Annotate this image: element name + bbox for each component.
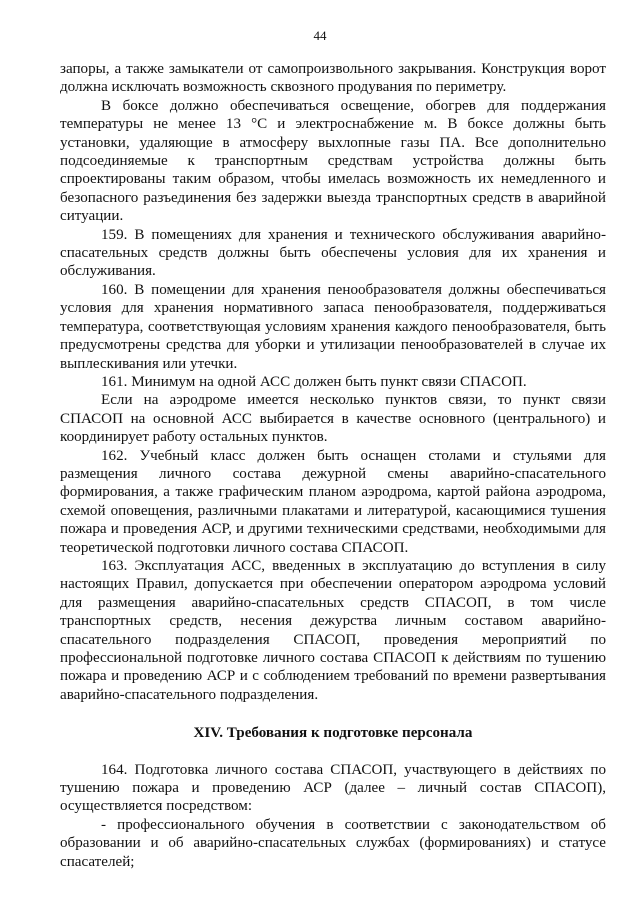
- paragraph-160: 160. В помещении для хранения пенообразователя должны обеспечиваться условия для хранения нормативного запаса пенообразователя, поддерживаться температура, соответствующая условиям хранения каждого пенообразователя, быть предусмотрены средства для уборки и утилизации пенообразователей в случае их выплескивания или утечки.: [60, 281, 606, 372]
- paragraph-164: 164. Подготовка личного состава СПАСОП, участвующего в действиях по тушению пожара и проведению АСР (далее – личный состав СПАСОП), осуществляется посредством:: [60, 761, 606, 815]
- paragraph-continuation: запоры, а также замыкатели от самопроизвольного закрывания. Конструкция ворот должна исключать возможность сквозного продувания по периметру.: [60, 61, 606, 96]
- page-number: 44: [313, 28, 327, 43]
- section-heading: XIV. Требования к подготовке персонала: [193, 725, 473, 742]
- paragraph-163: 163. Эксплуатация АСС, введенных в эксплуатацию до вступления в силу настоящих Правил, допускается при обеспечении оператором аэродрома условий для размещения аварийно-спасательных средств СПАСОП, в том числе транспортных средств, несения дежурства личным составом аварийно-спасательного подразделения СПАСОП, проведения мероприятий по профессиональной подготовке личного состава СПАСОП к действиям по тушению пожара и проведению АСР и с соблюдением требований по времени развертывания аварийно-спасательного подразделения.: [60, 557, 606, 703]
- paragraph-159: 159. В помещениях для хранения и технического обслуживания аварийно-спасательных средств должны быть обеспечены условия для их хранения и обслуживания.: [60, 226, 606, 280]
- paragraph-161: 161. Минимум на одной АСС должен быть пункт связи СПАСОП.: [101, 373, 527, 390]
- list-item-professional-training: - профессионального обучения в соответствии с законодательством об образовании и об аварийно-спасательных службах (формированиях) и статусе спасателей;: [60, 816, 606, 870]
- paragraph-box-requirements: В боксе должно обеспечиваться освещение, обогрев для поддержания температуры не менее 13 °C и электроснабжение м. В боксе должны быть установки, удаляющие в атмосферу выхлопные газы ПА. Все дополнительно подсоединяемые к транспортным средствам устройства должны быть спроектированы таким образом, чтобы имелась возможность их немедленного и безопасного разъединения без задержки выезда транспортных средств в аварийной ситуации.: [60, 97, 606, 225]
- paragraph-162: 162. Учебный класс должен быть оснащен столами и стульями для размещения личного состава дежурной смены аварийно-спасательного формирования, а также графическим планом аэродрома, картой района аэродрома, схемой оповещения, различными плакатами и литературой, касающимися тушения пожара и проведения АСР, и другими техническими средствами, необходимыми для теоретической подготовки личного состава СПАСОП.: [60, 447, 606, 556]
- paragraph-161-continued: Если на аэродроме имеется несколько пунктов связи, то пункт связи СПАСОП на основной АСС выбирается в качестве основного (центрального) и координирует работу остальных пунктов.: [60, 392, 606, 446]
- document-body: [60, 60, 606, 871]
